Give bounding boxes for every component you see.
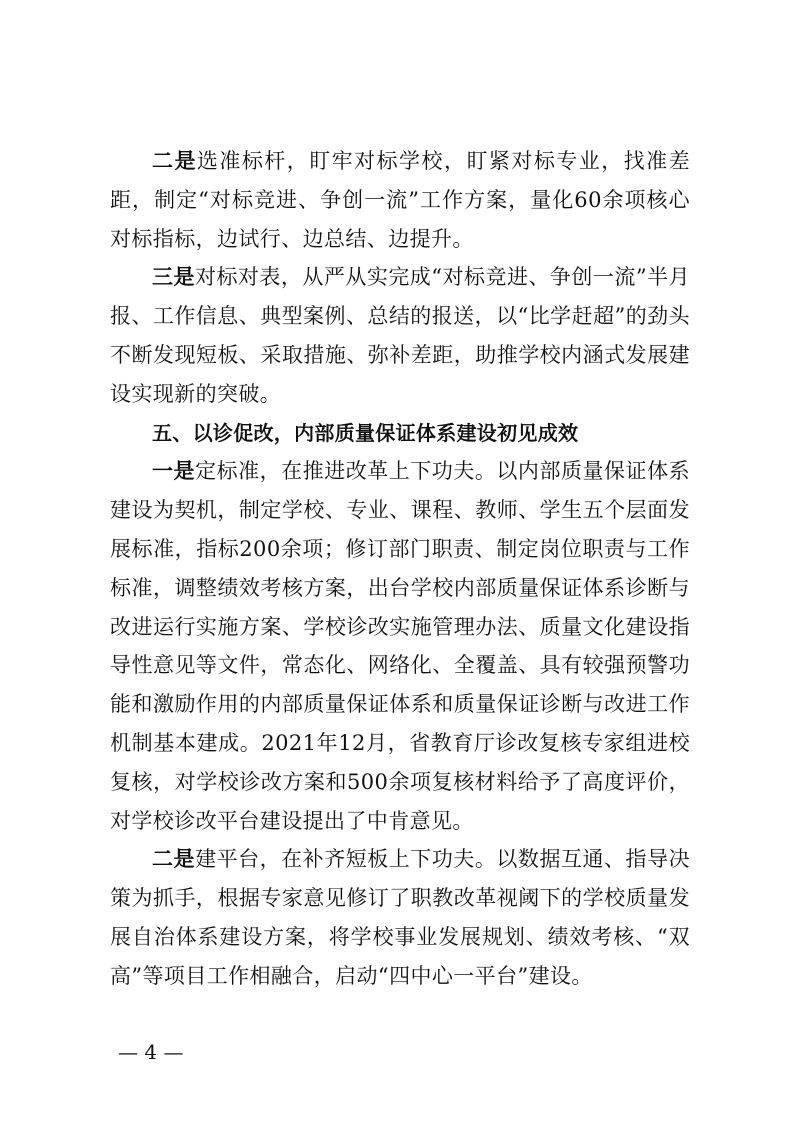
document-body	[110, 142, 690, 996]
paragraph-benchmark-selection	[110, 142, 690, 258]
paragraph-lead: 一是	[152, 459, 196, 484]
paragraph-benchmark-reporting	[110, 258, 690, 413]
section-heading: 五、以诊促改，内部质量保证体系建设初见成效	[152, 420, 579, 445]
page-number: — 4 —	[118, 1040, 184, 1064]
paragraph-lead: 二是	[152, 847, 196, 872]
paragraph-text: 定标准，在推进改革上下功夫。以内部质量保证体系建设为契机，制定学校、专业、课程、教师、学生五个层面发展标准，指标200余项；修订部门职责、制定岗位职责与工作标准，调整绩效考核方案，出台学校内部质量保证体系诊断与改进运行实施方案、学校诊改实施管理办法、质量文化建设指导性意见等文件，常态化、网络化、全覆盖、具有较强预警功能和激励作用的内部质量保证体系和质量保证诊断与改进工作机制基本建成。2021年12月，省教育厅诊改复核专家组进校复核，对学校诊改方案和500余项复核材料给予了高度评价，对学校诊改平台建设提出了中肯意见。	[110, 459, 690, 833]
paragraph-text: 建平台，在补齐短板上下功夫。以数据互通、指导决策为抓手，根据专家意见修订了职教改革视阈下的学校质量发展自治体系建设方案，将学校事业发展规划、绩效考核、“双高”等项目工作相融合，启动“四中心一平台”建设。	[110, 847, 690, 988]
paragraph-text: 对标对表，从严从实完成“对标竞进、争创一流”半月报、工作信息、典型案例、总结的报送，以“比学赶超”的劲头不断发现短板、采取措施、弥补差距，助推学校内涵式发展建设实现新的突破。	[110, 265, 690, 406]
paragraph-lead: 三是	[152, 265, 195, 290]
paragraph-standards	[110, 452, 690, 840]
paragraph-platform	[110, 840, 690, 995]
paragraph-lead: 二是	[152, 149, 197, 173]
paragraph-text: 选准标杆，盯牢对标学校，盯紧对标专业，找准差距，制定“对标竞进、争创一流”工作方案，量化60余项核心对标指标，边试行、边总结、边提升。	[110, 149, 690, 251]
